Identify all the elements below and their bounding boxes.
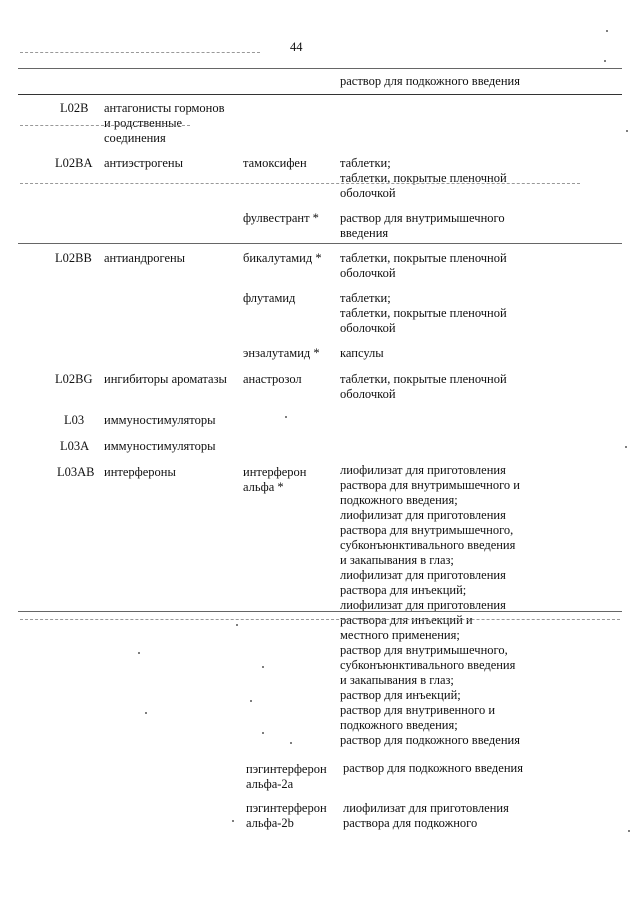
form-line: подкожного введения;	[340, 493, 458, 507]
drug-name	[243, 156, 307, 171]
name-line: иммуностимуляторы	[104, 413, 216, 427]
form-line: раствора для внутримышечного,	[340, 523, 514, 537]
atc-code: L03A	[60, 439, 90, 453]
scan-seam-rule	[18, 611, 622, 612]
scan-speck	[138, 652, 140, 654]
scan-speck	[290, 742, 292, 744]
form-line: и закапывания в глаз;	[340, 673, 454, 687]
form-line: введения	[340, 226, 389, 240]
form-line: лиофилизат для приготовления	[343, 801, 509, 815]
drug-name	[243, 211, 319, 226]
drug-name	[246, 801, 327, 831]
inn-line: фулвестрант *	[243, 211, 319, 225]
scan-speck	[604, 60, 606, 62]
scan-speck	[626, 130, 628, 132]
atc-code: L02BA	[55, 156, 93, 170]
form-line: таблетки;	[340, 291, 391, 305]
form-line: таблетки;	[340, 156, 391, 170]
dosage-forms	[340, 291, 507, 336]
scan-speck	[262, 732, 264, 734]
inn-line: пэгинтерферон	[246, 801, 327, 815]
dosage-forms	[340, 346, 384, 361]
inn-line: тамоксифен	[243, 156, 307, 170]
inn-line: бикалутамид *	[243, 251, 322, 265]
dosage-forms	[340, 463, 520, 748]
name-line: антиэстрогены	[104, 156, 184, 170]
atc-group-name	[104, 251, 185, 266]
dosage-forms	[340, 156, 507, 201]
form-line: раствора для инъекций и	[340, 613, 473, 627]
continuation-form: раствор для подкожного введения	[340, 74, 520, 88]
form-line: таблетки, покрытые пленочной	[340, 251, 507, 265]
form-line: раствор для внутримышечного	[340, 211, 505, 225]
name-line: антиандрогены	[104, 251, 186, 265]
atc-code: L03	[64, 413, 85, 427]
atc-group-name	[104, 413, 216, 428]
drug-name	[243, 291, 295, 306]
atc-code: L03AB	[57, 465, 95, 479]
form-line: субконъюнктивального введения	[340, 538, 516, 552]
inn-line: альфа-2b	[246, 816, 294, 830]
scan-speck	[236, 624, 238, 626]
name-line: ингибиторы ароматазы	[104, 372, 227, 386]
atc-group-name	[104, 156, 183, 171]
inn-line: альфа-2a	[246, 777, 294, 791]
atc-code: L02BG	[55, 372, 93, 386]
scan-speck	[262, 666, 264, 668]
section-rule	[18, 94, 622, 95]
form-line: оболочкой	[340, 321, 396, 335]
dosage-forms	[340, 251, 507, 281]
scan-speck	[250, 700, 252, 702]
atc-code: L02BB	[55, 251, 92, 265]
inn-line: анастрозол	[243, 372, 302, 386]
dosage-forms	[343, 761, 523, 776]
name-line: антагонисты гормонов	[104, 101, 225, 115]
form-line: оболочкой	[340, 186, 396, 200]
inn-line: флутамид	[243, 291, 296, 305]
scan-speck	[145, 712, 147, 714]
form-line: таблетки, покрытые пленочной	[340, 372, 507, 386]
page-number: 44	[290, 40, 303, 54]
dosage-forms	[340, 211, 505, 241]
scan-noise-dash	[20, 183, 580, 184]
scan-speck	[285, 416, 287, 418]
form-line: таблетки, покрытые пленочной	[340, 171, 507, 185]
form-line: лиофилизат для приготовления	[340, 568, 506, 582]
form-line: раствор для подкожного введения	[340, 733, 520, 747]
scan-speck	[606, 30, 608, 32]
drug-name	[243, 372, 302, 387]
form-line: таблетки, покрытые пленочной	[340, 306, 507, 320]
scan-noise-dash	[20, 125, 190, 126]
scan-speck	[628, 830, 630, 832]
row-rule	[18, 243, 622, 244]
form-line: капсулы	[340, 346, 384, 360]
inn-line: пэгинтерферон	[246, 762, 327, 776]
scan-noise-dash	[20, 52, 260, 53]
form-line: раствор для инъекций;	[340, 688, 461, 702]
drug-name	[243, 465, 306, 495]
inn-line: альфа *	[243, 480, 284, 494]
name-line: интерфероны	[104, 465, 176, 479]
name-line: и родственные	[104, 116, 183, 130]
form-line: лиофилизат для приготовления	[340, 463, 506, 477]
form-line: подкожного введения;	[340, 718, 458, 732]
scan-noise-dash	[20, 619, 620, 620]
form-line: оболочкой	[340, 266, 396, 280]
form-line: раствора для инъекций;	[340, 583, 467, 597]
drug-name	[243, 251, 322, 266]
form-line: лиофилизат для приготовления	[340, 598, 506, 612]
form-line: и закапывания в глаз;	[340, 553, 454, 567]
form-line: оболочкой	[340, 387, 396, 401]
atc-group-name	[104, 372, 227, 387]
dosage-forms	[340, 372, 507, 402]
form-line: раствор для внутривенного и	[340, 703, 496, 717]
form-line: раствора для подкожного	[343, 816, 478, 830]
top-rule	[18, 68, 622, 69]
name-line: иммуностимуляторы	[104, 439, 216, 453]
inn-line: интерферон	[243, 465, 307, 479]
atc-group-name	[104, 465, 176, 480]
form-line: субконъюнктивального введения	[340, 658, 516, 672]
form-line: раствор для внутримышечного,	[340, 643, 508, 657]
dosage-forms	[343, 801, 509, 831]
drug-name	[246, 762, 327, 792]
drug-name	[243, 346, 320, 361]
form-line: местного применения;	[340, 628, 460, 642]
form-line: лиофилизат для приготовления	[340, 508, 506, 522]
name-line: соединения	[104, 131, 166, 145]
scan-speck	[625, 446, 627, 448]
atc-group-name	[104, 101, 225, 146]
atc-code: L02B	[60, 101, 89, 115]
form-line: раствора для внутримышечного и	[340, 478, 520, 492]
atc-group-name	[104, 439, 216, 454]
inn-line: энзалутамид *	[243, 346, 320, 360]
scan-speck	[232, 820, 234, 822]
form-line: раствор для подкожного введения	[343, 761, 523, 775]
